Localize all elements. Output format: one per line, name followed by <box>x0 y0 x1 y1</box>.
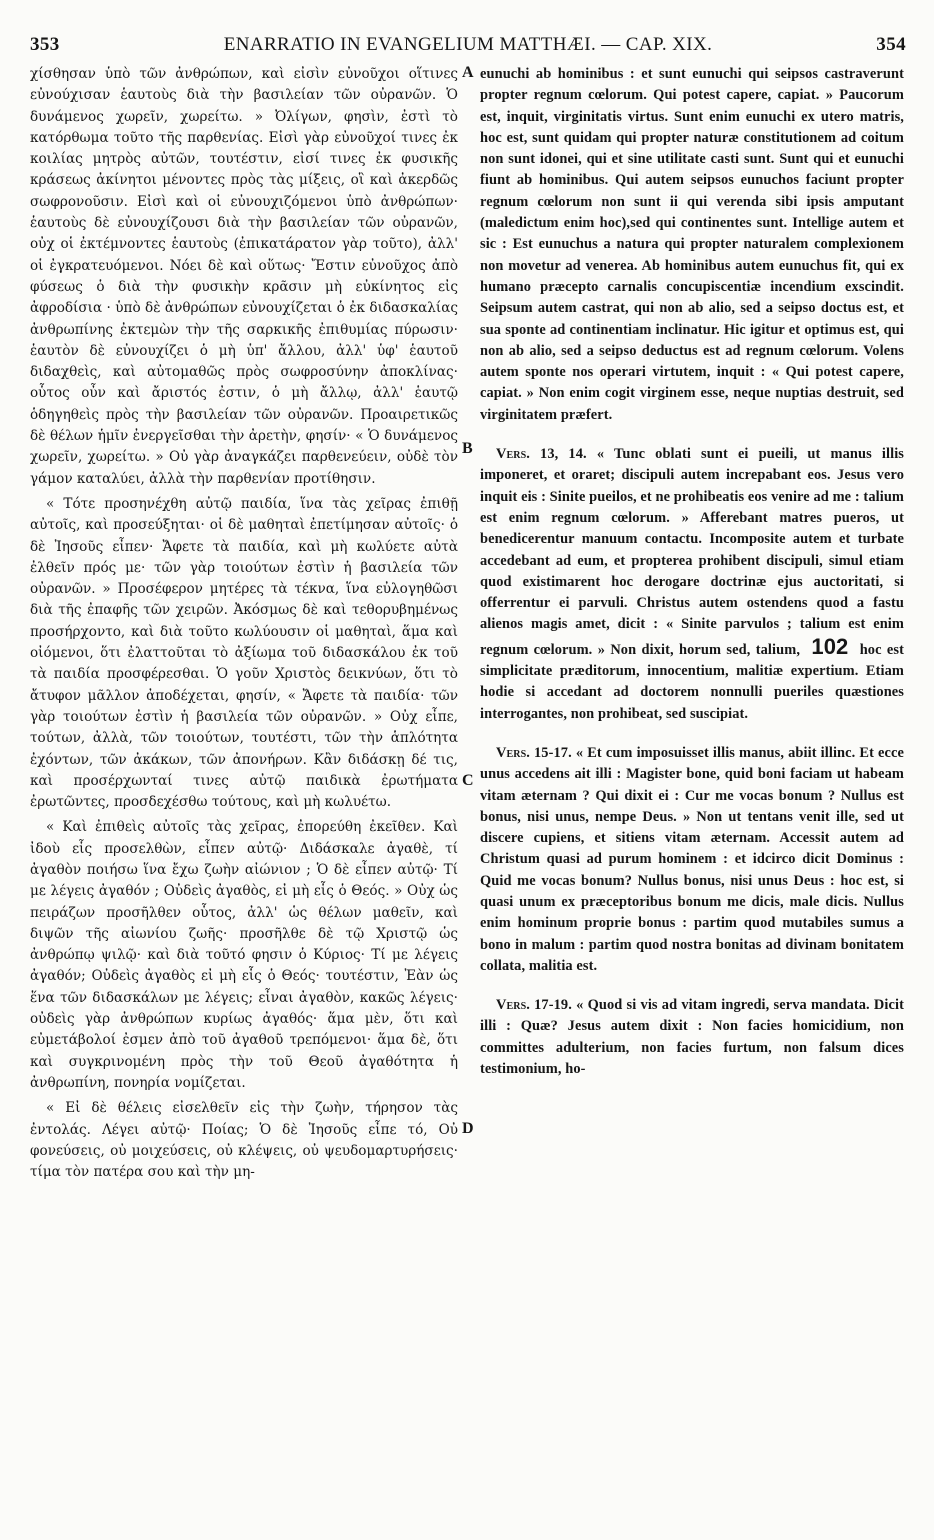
page-number-right: 354 <box>876 34 906 55</box>
greek-column <box>30 64 458 1183</box>
page-number-left: 353 <box>30 34 60 55</box>
margin-marker-d: D <box>462 1120 474 1137</box>
running-title: ENARRATIO IN EVANGELIUM MATTHÆI. — CAP. XIX. <box>223 34 713 55</box>
latin-paragraph <box>480 995 904 1080</box>
greek-paragraph: χίσθησαν ὑπὸ τῶν ἀνθρώπων, καὶ εἰσὶν εὐνοῦχοι οἵτινες εὐνούχισαν ἑαυτοὺς διὰ τὴν βασιλείαν τῶν οὐρανῶν. Ὁ δυνάμενος χωρεῖν, χωρείτω. » Ὀλίγων, φησὶν, ἐστὶ τὸ κατόρθωμα τοῦτο τῆς παρθενίας. Εἰσὶ γὰρ εὐνοῦχοί τινες ἐκ κοιλίας μητρὸς αὐτῶν, τουτέστιν, εἰσί τινες ἐκ φυσικῆς κράσεως ἀκίνητοι μένοντες πρὸς τὰς μίξεις, οἳ καὶ ἀκερδῶς σωφρονοῦσιν. Εἰσὶ καὶ οἱ εὐνουχιζόμενοι ὑπὸ ἀνθρώπων· ἑαυτοὺς δὲ εὐνουχίζουσι διὰ τὴν βασιλείαν τῶν οὐρανῶν, οὐχ οἱ ἐκτέμνοντες ἑαυτοὺς (ἐπικατάρατον γὰρ τοῦτο), ἀλλ' οἱ ἐγκρατευόμενοι. Νόει δὲ καὶ οὕτως· Ἔστιν εὐνοῦχος ἀπὸ φύσεως ὁ διὰ τὴν φυσικὴν κρᾶσιν μὴ εὐκίνητος εἰς ἀφροδίσια · ὑπὸ δὲ ἀνθρώπων εὐνουχίζεται ὁ ἐκ διδασκαλίας ἀνθρωπίνης ἐκτεμὼν τὴν τῆς σαρκικῆς ἐπιθυμίας πύρωσιν· ἑαυτὸν δὲ εὐνουχίζει ὁ μὴ ὑπ' ἄλλου, ἀλλ' ὑφ' ἑαυτοῦ διδαχθεὶς, καὶ αὐτομαθῶς πρὸς σωφροσύνην ἀποκλίνας· οὗτος οὖν καὶ ἄριστός ἐστιν, ὁ μὴ ἄλλῳ, ἀλλ' ἑαυτῷ ὁδηγηθεὶς πρὸς τὴν βασιλείαν τῶν οὐρανῶν. Προαιρετικῶς δὲ θέλων ἡμῖν ἐνεργεῖσθαι τὴν ἀρετὴν, φησίν· « Ὁ δυνάμενος χωρεῖν, χωρείτω. » Οὐ γὰρ ἀναγκάζει παρθενεύειν, οὐδὲ τὸν γάμον καταλύει, ἀλλὰ τὴν παρθενίαν προτίθησιν. <box>30 66 458 487</box>
latin-paragraph <box>480 444 904 725</box>
latin-paragraph <box>480 743 904 977</box>
greek-paragraph: « Καὶ ἐπιθεὶς αὐτοῖς τὰς χεῖρας, ἐπορεύθη ἐκεῖθεν. Καὶ ἰδοὺ εἷς προσελθὼν, εἶπεν αὐτῷ· Διδάσκαλε ἀγαθὲ, τί ἀγαθὸν ποιήσω ἵνα ἔχω ζωὴν αἰώνιον ; Ὁ δὲ εἶπεν αὐτῷ· Τί με λέγεις ἀγαθόν ; Οὐδεὶς ἀγαθὸς, εἰ μὴ εἷς ὁ Θεός. » Οὐχ ὡς πειράζων προσῆλθεν οὗτος, ἀλλ' ὡς θέλων μαθεῖν, καὶ διψῶν τῆς αἰωνίου ζωῆς· προσῆλθε δὲ τῷ Χριστῷ ὡς ἀνθρώπῳ ψιλῷ· καὶ διὰ τοῦτό φησιν ὁ Κύριος· Τί με λέγεις ἀγαθόν; Οὐδεὶς ἀγαθὸς εἰ μὴ εἷς ὁ Θεός· τουτέστιν, Ἐὰν ὡς ἕνα τῶν διδασκάλων με λέγεις; εἶναι ἀγαθὸν, κακῶς λέγεις· οὐδεὶς γὰρ ἀνθρώπων κυρίως ἀγαθός· ἅμα μὲν, ὅτι καὶ εὐμετάβολοί ἐσμεν ἀπὸ τοῦ ἀγαθοῦ τρεπόμενοι· ἅμα δὲ, ὅτι καὶ συγκρινομένη πρὸς τὴν τοῦ Θεοῦ ἀγαθότητα ἡ ἀνθρωπίνη, πονηρία νομίζεται. <box>30 819 458 1091</box>
margin-marker-a: A <box>462 64 474 81</box>
latin-text: « Et cum imposuisset illis manus, abiit illinc. Et ecce unus accedens ait illi : Magister bone, quid boni faciam ut habeam vitam æternam ? Qui dixit ei : Cur me vocas bonum ? Nullus est bonus, nisi unus, nempe Deus. » Non ut tentans venit ille, sed ut discere cupiens, et sitiens vitam æternam. Accessit autem ad Christum quasi ad purum hominem : et idcirco dicit Dominus : Quid me vocas bonum? Nullus bonus, nisi unus Deus : hoc est, si quasi unum ex præceptoribus bonum me dicis, male dicis. Nullus enim hominum proprie bonus : partim quod mutabiles sumus a bono in malum : partim quod nostra bonitas ad divinam bonitatem collata, malitia est. <box>480 744 904 974</box>
verse-reference: Vers. 17-19. <box>496 997 572 1014</box>
greek-paragraph: « Τότε προσηνέχθη αὐτῷ παιδία, ἵνα τὰς χεῖρας ἐπιθῇ αὐτοῖς, καὶ προσεύξηται· οἱ δὲ μαθηταὶ ἐπετίμησαν αὐτοῖς· ὁ δὲ Ἰησοῦς εἶπεν· Ἄφετε τὰ παιδία, καὶ μὴ κωλύετε αὐτὰ ἐλθεῖν πρός με· τῶν γὰρ τοιούτων ἐστὶν ἡ βασιλεία τῶν οὐρανῶν. » Προσέφερον μητέρες τὰ τέκνα, ἵνα εὐλογηθῶσι διὰ τῆς ἐπαφῆς τῶν χειρῶν. Ἀκόσμως δὲ καὶ τεθορυβημένως προσήρχοντο, καὶ διὰ τοῦτο κωλύουσιν οἱ μαθηταὶ, ἅμα καὶ οἰόμενοι, ὅτι ἐλαττοῦται τὸ ἀξίωμα τοῦ διδασκάλου ἐκ τοῦ τὰ παιδία προσφέρεσθαι. Ὁ γοῦν Χριστὸς δεικνύων, ὅτι τὸ ἄτυφον μᾶλλον ἀποδέχεται, φησίν, « Ἄφετε τὰ παιδία· τῶν γὰρ τοιούτων ἐστὶν ἡ βασιλεία τῶν οὐρανῶν. » Οὐχ εἶπε, τούτων, ἀλλὰ, τῶν τοιούτων, τουτέστι, τῶν τὴν ἁπλότητα ἐχόντων, τῶν ἀκάκων, τῶν ἀπονήρων. Κἂν διδάσκῃ δέ τις, καὶ προσέρχωνταί τινες αὐτῷ παιδικὰ ἐρωτήματα ἐρωτῶντες, προσδεχέσθω τούτους, καὶ μὴ κωλυέτω. <box>30 495 458 811</box>
verse-reference: Vers. 13, 14. <box>496 446 587 463</box>
greek-paragraph: « Εἰ δὲ θέλεις εἰσελθεῖν εἰς τὴν ζωὴν, τήρησον τὰς ἐντολάς. Λέγει αὐτῷ· Ποίας; Ὁ δὲ Ἰησοῦς εἶπε τό, Οὐ φονεύσεις, οὐ μοιχεύσεις, οὐ κλέψεις, οὐ ψευδομαρτυρήσεις· τίμα τὸν πατέρα σου καὶ τὴν μη- <box>30 1100 458 1181</box>
verse-reference: Vers. 15-17. <box>496 744 572 761</box>
margin-marker-c: C <box>462 772 474 789</box>
latin-text: « Tunc oblati sunt ei pueili, ut manus illis imponeret, et oraret; discipuli autem increpabant eos. Jesus vero inquit eis : Sinite pueilos, et ne prohibeatis eos venire ad me : talium est enim regnum cœlorum. » Afferebant matres pueros, ut benedicerentur manuum contactu. Incomposite autem et turbate accedebant ad eum, et propterea prohibent discipuli, simul etiam quod existimarent hoc derogare doctrinæ ejus auctoritati, si offerrentur ei parvuli. Christus autem ostendens quod a fastu alienos magis amet, dicit : « Sinite parvulos ; talium est enim regnum cœlorum. » Non dixit, horum sed, talium, <box>480 446 905 658</box>
latin-text: « Quod si vis ad vitam ingredi, serva mandata. Dicit illi : Quæ? Jesus autem dixit : Non facies homicidium, non committes adulterium, non facies furtum, non falsum dices testimonium, ho- <box>480 997 904 1078</box>
running-header <box>30 34 906 58</box>
latin-column <box>480 64 904 1080</box>
latin-paragraph: eunuchi ab hominibus : et sunt eunuchi qui seipsos castraverunt propter regnum cœlorum. Qui potest capere, capiat. » Paucorum est, inquit, virginitatis virtus. Sunt enim eunuchi ex utero matris, hoc est, sunt quidam qui propter naturæ constitutionem ad coitum non sunt idonei, qui et sine utilitate casti sunt. Sunt qui et eunuchi fiunt ab hominibus. Qui autem seipsos eunuchos faciunt propter regnum cœlorum non sunt ii qui verenda sibi ipsis amputant (maledictum enim hoc),sed qui continentes sunt. Intellige autem et sic : Est eunuchus a natura qui propter naturalem complexionem non movetur ad venerea. Ab hominibus autem eunuchus fit, qui ex humano præcepto carnalis concupiscentiæ incendium exscindit. Seipsum autem castrat, qui non ab alio, sed a seipso doctus est, et sua sponte ad continentiam inclinatur. Hic igitur et optimus est, qui non ab alio, sed a seipso deductus est ad regnum cœlorum. Volens autem sponte nos operari virtutem, inquit : « Qui potest capere, capiat. » Non enim cogit virginem esse, neque nuptias destruit, sed virginitatem præfert. <box>480 66 904 423</box>
margin-marker-b: B <box>462 440 473 457</box>
column-number: 102 <box>811 633 849 659</box>
latin-text: hoc est simplicitate præditorum, innocentium, malitiæ expertium. Etiam hodie si accedant ad doctorem nonnulli pueriles quæstiones interrogantes, non prohibeat, sed suscipiat. <box>480 641 904 722</box>
